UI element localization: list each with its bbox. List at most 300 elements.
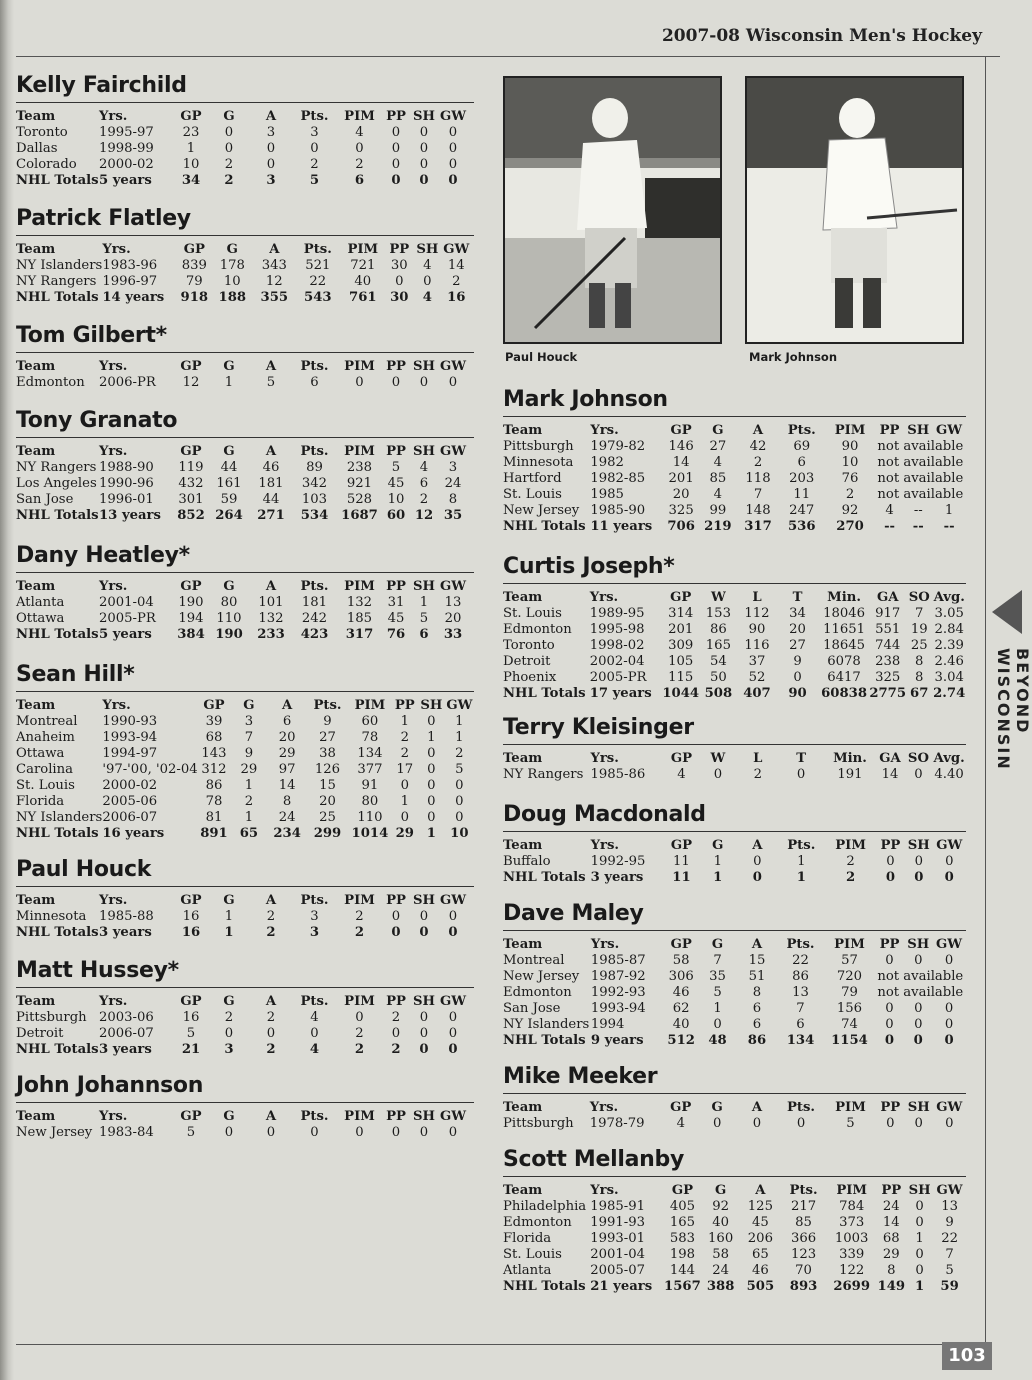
table-cell: 1 (419, 595, 429, 610)
column-header: A (281, 698, 293, 713)
column-header: SH (907, 423, 930, 438)
column-header: GP (670, 838, 693, 853)
hockey-player-photo-1 (505, 78, 720, 342)
player-name: Patrick Flatley (16, 206, 191, 231)
page-gutter (0, 0, 14, 1380)
stats-header-row (16, 994, 468, 1010)
table-cell: 301 (178, 492, 204, 507)
column-header: Yrs. (99, 893, 128, 908)
totals-row (503, 519, 966, 535)
table-cell: 377 (357, 762, 383, 777)
name-underline (503, 416, 966, 417)
column-header: G (223, 359, 235, 374)
column-header: A (265, 579, 277, 594)
table-cell: 3 years (99, 925, 152, 940)
table-cell: 125 (747, 1199, 773, 1214)
table-cell: 14 (672, 455, 690, 470)
table-cell: 143 (201, 746, 227, 761)
player-mark-johnson (503, 386, 966, 535)
table-cell: 0 (885, 953, 894, 968)
table-cell: 10 (841, 455, 859, 470)
table-cell: 0 (419, 125, 429, 140)
table-cell: 2 (266, 1042, 276, 1057)
column-header: L (753, 751, 763, 766)
table-cell: Pittsburgh (503, 1116, 574, 1131)
table-row (503, 606, 966, 622)
column-header: SO (908, 590, 930, 605)
table-cell: St. Louis (503, 1247, 562, 1262)
player-sean-hill (16, 661, 474, 842)
column-header: SH (907, 1100, 930, 1115)
table-cell: 0 (419, 1125, 429, 1140)
table-cell: 0 (913, 1033, 923, 1048)
table-cell: 314 (668, 606, 694, 621)
table-cell: 0 (752, 1116, 762, 1131)
column-header: SH (413, 579, 435, 594)
column-header: GW (439, 444, 467, 459)
table-cell: 3 (266, 173, 276, 188)
table-cell: 76 (841, 471, 859, 486)
table-cell: Edmonton (16, 375, 85, 390)
table-row (16, 778, 474, 794)
name-underline (503, 744, 966, 745)
table-cell: Edmonton (503, 622, 572, 637)
table-cell: 8 (752, 985, 762, 1000)
table-cell: 81 (205, 810, 223, 825)
player-name: Paul Houck (16, 857, 152, 882)
table-row (16, 125, 468, 141)
column-header: GP (670, 1100, 692, 1115)
table-cell: St. Louis (503, 606, 562, 621)
table-cell: 238 (346, 460, 373, 475)
table-cell: NY Rangers (16, 274, 97, 289)
table-cell: 0 (914, 870, 924, 885)
table-cell: 156 (836, 1001, 863, 1016)
table-row (503, 455, 966, 471)
table-cell: 299 (313, 826, 342, 841)
player-name: Kelly Fairchild (16, 73, 187, 98)
table-cell: 1990-96 (99, 476, 154, 491)
table-cell: 1982 (590, 455, 624, 470)
column-header: PP (386, 994, 406, 1009)
table-cell: 1992-95 (590, 854, 646, 869)
table-cell: 0 (310, 1026, 319, 1041)
name-underline (16, 572, 474, 573)
table-cell: 0 (391, 173, 401, 188)
table-cell: NHL Totals (503, 519, 586, 534)
column-header: PIM (835, 1100, 866, 1115)
stats-table (503, 838, 966, 886)
table-cell: 0 (914, 1017, 923, 1032)
table-cell: 34 (789, 606, 806, 621)
table-cell: 0 (391, 141, 401, 156)
table-row (16, 794, 474, 810)
table-cell: 0 (427, 714, 436, 729)
table-cell: 0 (914, 854, 923, 869)
table-cell: 2005-07 (590, 1263, 646, 1278)
column-header: A (752, 838, 763, 853)
table-row (503, 985, 966, 1001)
column-header: Pts. (786, 937, 815, 952)
table-cell: 1 (426, 826, 436, 841)
column-header: GW (439, 359, 467, 374)
table-cell: 325 (668, 503, 694, 518)
table-cell: 551 (875, 622, 901, 637)
table-cell: 1 (455, 714, 464, 729)
table-cell: 6 (310, 375, 319, 390)
table-cell: 60 (386, 508, 406, 523)
table-cell: 1992-93 (590, 985, 646, 1000)
table-cell: 11 (672, 870, 691, 885)
table-cell: 92 (712, 1199, 730, 1214)
column-header: Pts. (300, 444, 329, 459)
table-cell: 2699 (833, 1279, 871, 1294)
table-cell: 0 (713, 767, 723, 782)
stats-table (16, 444, 468, 524)
table-cell: 270 (836, 519, 864, 534)
table-cell: 46 (262, 460, 280, 475)
table-row (16, 141, 468, 157)
table-cell: 8 (448, 492, 458, 507)
column-header: G (223, 109, 235, 124)
column-header: Team (16, 109, 56, 124)
table-cell: 0 (915, 1199, 924, 1214)
table-row (503, 1116, 966, 1132)
table-cell: 0 (712, 1116, 722, 1131)
table-cell: NHL Totals (16, 290, 99, 305)
table-cell: 1993-94 (590, 1001, 646, 1016)
table-cell: 0 (224, 1125, 234, 1140)
table-cell: 3 (266, 125, 276, 140)
photo-caption-2: Mark Johnson (749, 350, 838, 364)
table-cell: 1991-93 (590, 1215, 646, 1230)
table-cell: 2 (266, 909, 276, 924)
column-header: SH (413, 1109, 435, 1124)
player-mike-meeker (503, 1063, 966, 1132)
column-header: GW (936, 1183, 963, 1198)
column-header: G (223, 444, 235, 459)
table-cell: 1985-90 (590, 503, 646, 518)
table-cell: New Jersey (503, 969, 580, 984)
table-cell: 5 (391, 460, 401, 475)
table-cell: 2775 (869, 686, 907, 701)
column-header: SH (413, 994, 435, 1009)
table-cell: 0 (753, 854, 762, 869)
column-header: G (226, 242, 238, 257)
table-cell: 1998-02 (589, 638, 645, 653)
table-cell: 3.04 (934, 670, 964, 685)
table-cell: 0 (944, 1033, 954, 1048)
table-cell: 44 (262, 492, 280, 507)
table-cell: 5 (455, 762, 464, 777)
table-cell: 247 (789, 503, 815, 518)
table-cell: 4 (423, 258, 432, 273)
column-header: A (265, 109, 277, 124)
table-row (16, 810, 474, 826)
table-cell: 1990-93 (102, 714, 158, 729)
totals-row (16, 290, 471, 306)
player-dave-maley (503, 900, 966, 1049)
table-cell: 79 (185, 274, 203, 289)
column-header: PIM (344, 109, 375, 124)
table-cell: 1994-97 (102, 746, 158, 761)
table-cell: 2.84 (934, 622, 964, 637)
table-cell: 13 (444, 595, 462, 610)
table-cell: 86 (205, 778, 223, 793)
table-cell: 8 (915, 654, 924, 669)
name-underline (16, 235, 474, 236)
table-cell: 0 (419, 909, 429, 924)
column-header: Yrs. (590, 751, 619, 766)
table-cell: 123 (790, 1247, 817, 1262)
table-cell: 24 (882, 1199, 900, 1214)
table-cell: 2000-02 (99, 157, 154, 172)
column-header: GW (443, 242, 470, 257)
table-cell: 0 (448, 1042, 458, 1057)
stats-table (503, 1183, 966, 1295)
table-cell: NY Islanders (503, 1017, 590, 1032)
table-cell: 2 (753, 767, 762, 782)
stats-table (503, 423, 966, 535)
table-row (503, 1001, 966, 1017)
table-cell: 13 (941, 1199, 958, 1214)
player-name: Scott Mellanby (503, 1147, 684, 1172)
table-cell: 2 (391, 1010, 401, 1025)
table-cell: 58 (672, 953, 690, 968)
table-row (503, 439, 966, 455)
table-cell: 3 (310, 125, 319, 140)
column-header: G (712, 838, 724, 853)
table-cell: 20 (672, 487, 690, 502)
table-cell: Atlanta (16, 595, 65, 610)
table-cell: 85 (795, 1215, 812, 1230)
table-cell: 18645 (823, 638, 866, 653)
table-cell: 190 (178, 595, 204, 610)
column-header: Pts. (313, 698, 342, 713)
table-cell: 0 (915, 1263, 924, 1278)
table-cell: 0 (752, 870, 762, 885)
table-cell: 720 (836, 969, 863, 984)
table-cell: New Jersey (16, 1125, 93, 1140)
column-header: PP (389, 242, 410, 257)
table-cell: 0 (266, 1026, 276, 1041)
table-cell: Pittsburgh (503, 439, 574, 454)
table-cell: 20 (319, 794, 336, 809)
page-header: 2007-08 Wisconsin Men's Hockey (661, 26, 982, 46)
table-cell: 744 (875, 638, 901, 653)
table-cell: 149 (877, 1279, 906, 1294)
table-cell: 3 (309, 925, 320, 940)
table-cell: Colorado (16, 157, 77, 172)
table-cell: 0 (455, 778, 464, 793)
column-header: Yrs. (590, 423, 619, 438)
table-cell: 2003-06 (99, 1010, 154, 1025)
table-cell: 0 (713, 1017, 722, 1032)
column-header: A (269, 242, 280, 257)
table-cell: 217 (790, 1199, 817, 1214)
table-row (503, 969, 966, 985)
table-cell: 355 (260, 290, 289, 305)
table-cell: 97 (278, 762, 296, 777)
table-cell: 99 (709, 503, 727, 518)
table-cell: 201 (668, 471, 694, 486)
column-header: GW (439, 109, 467, 124)
table-row (503, 953, 966, 969)
table-cell: 4 (676, 1116, 685, 1131)
stats-table (16, 359, 468, 391)
column-header: A (755, 1183, 766, 1198)
table-cell: 8 (282, 794, 292, 809)
column-header: SH (413, 444, 435, 459)
table-row (503, 854, 966, 870)
column-header: G (712, 423, 724, 438)
table-cell: 40 (672, 1017, 690, 1032)
table-cell: 65 (239, 826, 259, 841)
table-cell: 0 (355, 375, 364, 390)
column-header: Team (503, 1183, 543, 1198)
column-header: PIM (354, 698, 386, 713)
table-cell: 51 (748, 969, 766, 984)
table-cell: 23 (182, 125, 200, 140)
table-cell: 0 (400, 778, 409, 793)
table-cell: 325 (875, 670, 901, 685)
table-cell: 25 (319, 810, 336, 825)
table-cell: 188 (218, 290, 247, 305)
table-cell: 342 (301, 476, 328, 491)
table-cell: 2002-04 (589, 654, 645, 669)
hockey-player-photo-2 (747, 78, 962, 342)
table-cell: 7 (945, 1247, 954, 1262)
table-cell: 148 (745, 503, 771, 518)
table-cell: 0 (793, 670, 802, 685)
column-header: T (796, 751, 807, 766)
table-cell: 181 (301, 595, 328, 610)
table-cell: 0 (391, 1026, 401, 1041)
table-cell: 706 (667, 519, 695, 534)
table-cell: 2005-PR (589, 670, 647, 685)
column-header: Yrs. (102, 242, 131, 257)
table-cell: 1987-92 (590, 969, 646, 984)
table-cell: 21 (181, 1042, 201, 1057)
table-cell: 16 (447, 290, 466, 305)
table-cell: 7 (713, 953, 722, 968)
table-cell: 2 (355, 909, 364, 924)
table-row (16, 460, 468, 476)
column-header: GP (180, 1109, 202, 1124)
table-cell: 508 (704, 686, 733, 701)
table-cell: 0 (419, 925, 429, 940)
name-underline (503, 583, 966, 584)
stats-header-row (16, 698, 474, 714)
column-header: GW (936, 1100, 963, 1115)
totals-row (16, 1042, 468, 1058)
table-cell: 92 (841, 503, 859, 518)
table-cell: 132 (258, 611, 284, 626)
table-cell: Ottawa (16, 611, 65, 626)
table-cell: 2.74 (933, 686, 966, 701)
column-header: Pts. (789, 1183, 818, 1198)
stats-header-row (16, 893, 468, 909)
column-header: GP (180, 893, 202, 908)
column-header: Pts. (300, 893, 329, 908)
table-cell: 0 (427, 778, 436, 793)
table-cell: 91 (361, 778, 379, 793)
table-cell: 0 (427, 762, 436, 777)
table-cell: 198 (669, 1247, 695, 1262)
column-header: SH (420, 698, 443, 713)
table-cell: 118 (745, 471, 771, 486)
table-cell: 16 (182, 1010, 200, 1025)
table-cell: 918 (180, 290, 209, 305)
table-cell: 1 (224, 925, 234, 940)
table-cell: 1 (224, 909, 234, 924)
column-header: PP (881, 1183, 902, 1198)
table-cell: NHL Totals (503, 870, 586, 885)
stats-header-row (503, 1183, 966, 1199)
column-header: PIM (347, 242, 379, 257)
table-cell: 161 (216, 476, 242, 491)
table-row (503, 471, 966, 487)
table-cell: 1983-96 (102, 258, 158, 273)
table-cell: 852 (177, 508, 205, 523)
table-cell: 22 (309, 274, 327, 289)
table-cell: 1567 (664, 1279, 701, 1294)
table-cell: 16 years (102, 826, 165, 841)
table-cell: 242 (301, 611, 328, 626)
table-cell: Montreal (16, 714, 78, 729)
column-header: PIM (344, 1109, 375, 1124)
table-cell: 46 (672, 985, 690, 1000)
table-cell: 0 (448, 375, 458, 390)
table-cell: 40 (354, 274, 372, 289)
player-curtis-joseph (503, 553, 966, 702)
table-cell: not available (877, 439, 964, 454)
table-row (16, 1125, 468, 1141)
stats-header-row (16, 579, 468, 595)
table-cell: 4 (422, 290, 432, 305)
table-cell: Hartford (503, 471, 562, 486)
table-cell: 14 (882, 1215, 900, 1230)
table-cell: 271 (257, 508, 285, 523)
table-cell: 2 (224, 173, 234, 188)
stats-header-row (16, 242, 471, 258)
column-header: PP (879, 423, 900, 438)
table-cell: 2 (846, 870, 856, 885)
table-cell: 0 (391, 375, 401, 390)
table-cell: 25 (910, 638, 928, 653)
table-cell: 1995-97 (99, 125, 154, 140)
table-cell: St. Louis (16, 778, 75, 793)
table-cell: 543 (304, 290, 332, 305)
table-cell: 103 (301, 492, 328, 507)
table-cell: 76 (386, 627, 406, 642)
table-cell: 24 (278, 810, 296, 825)
table-cell: 2 (452, 274, 461, 289)
table-cell: 2 (266, 1010, 276, 1025)
table-cell: 1 (427, 730, 436, 745)
column-header: Pts. (300, 1109, 329, 1124)
table-cell: 68 (882, 1231, 900, 1246)
column-header: GP (180, 579, 202, 594)
table-cell: NY Rangers (503, 767, 584, 782)
table-cell: 306 (668, 969, 694, 984)
table-cell: 3.05 (934, 606, 964, 621)
table-cell: 0 (944, 1017, 954, 1032)
table-cell: 126 (314, 762, 341, 777)
footer-rule (16, 1344, 986, 1345)
totals-row (16, 627, 468, 643)
column-header: Team (503, 423, 543, 438)
